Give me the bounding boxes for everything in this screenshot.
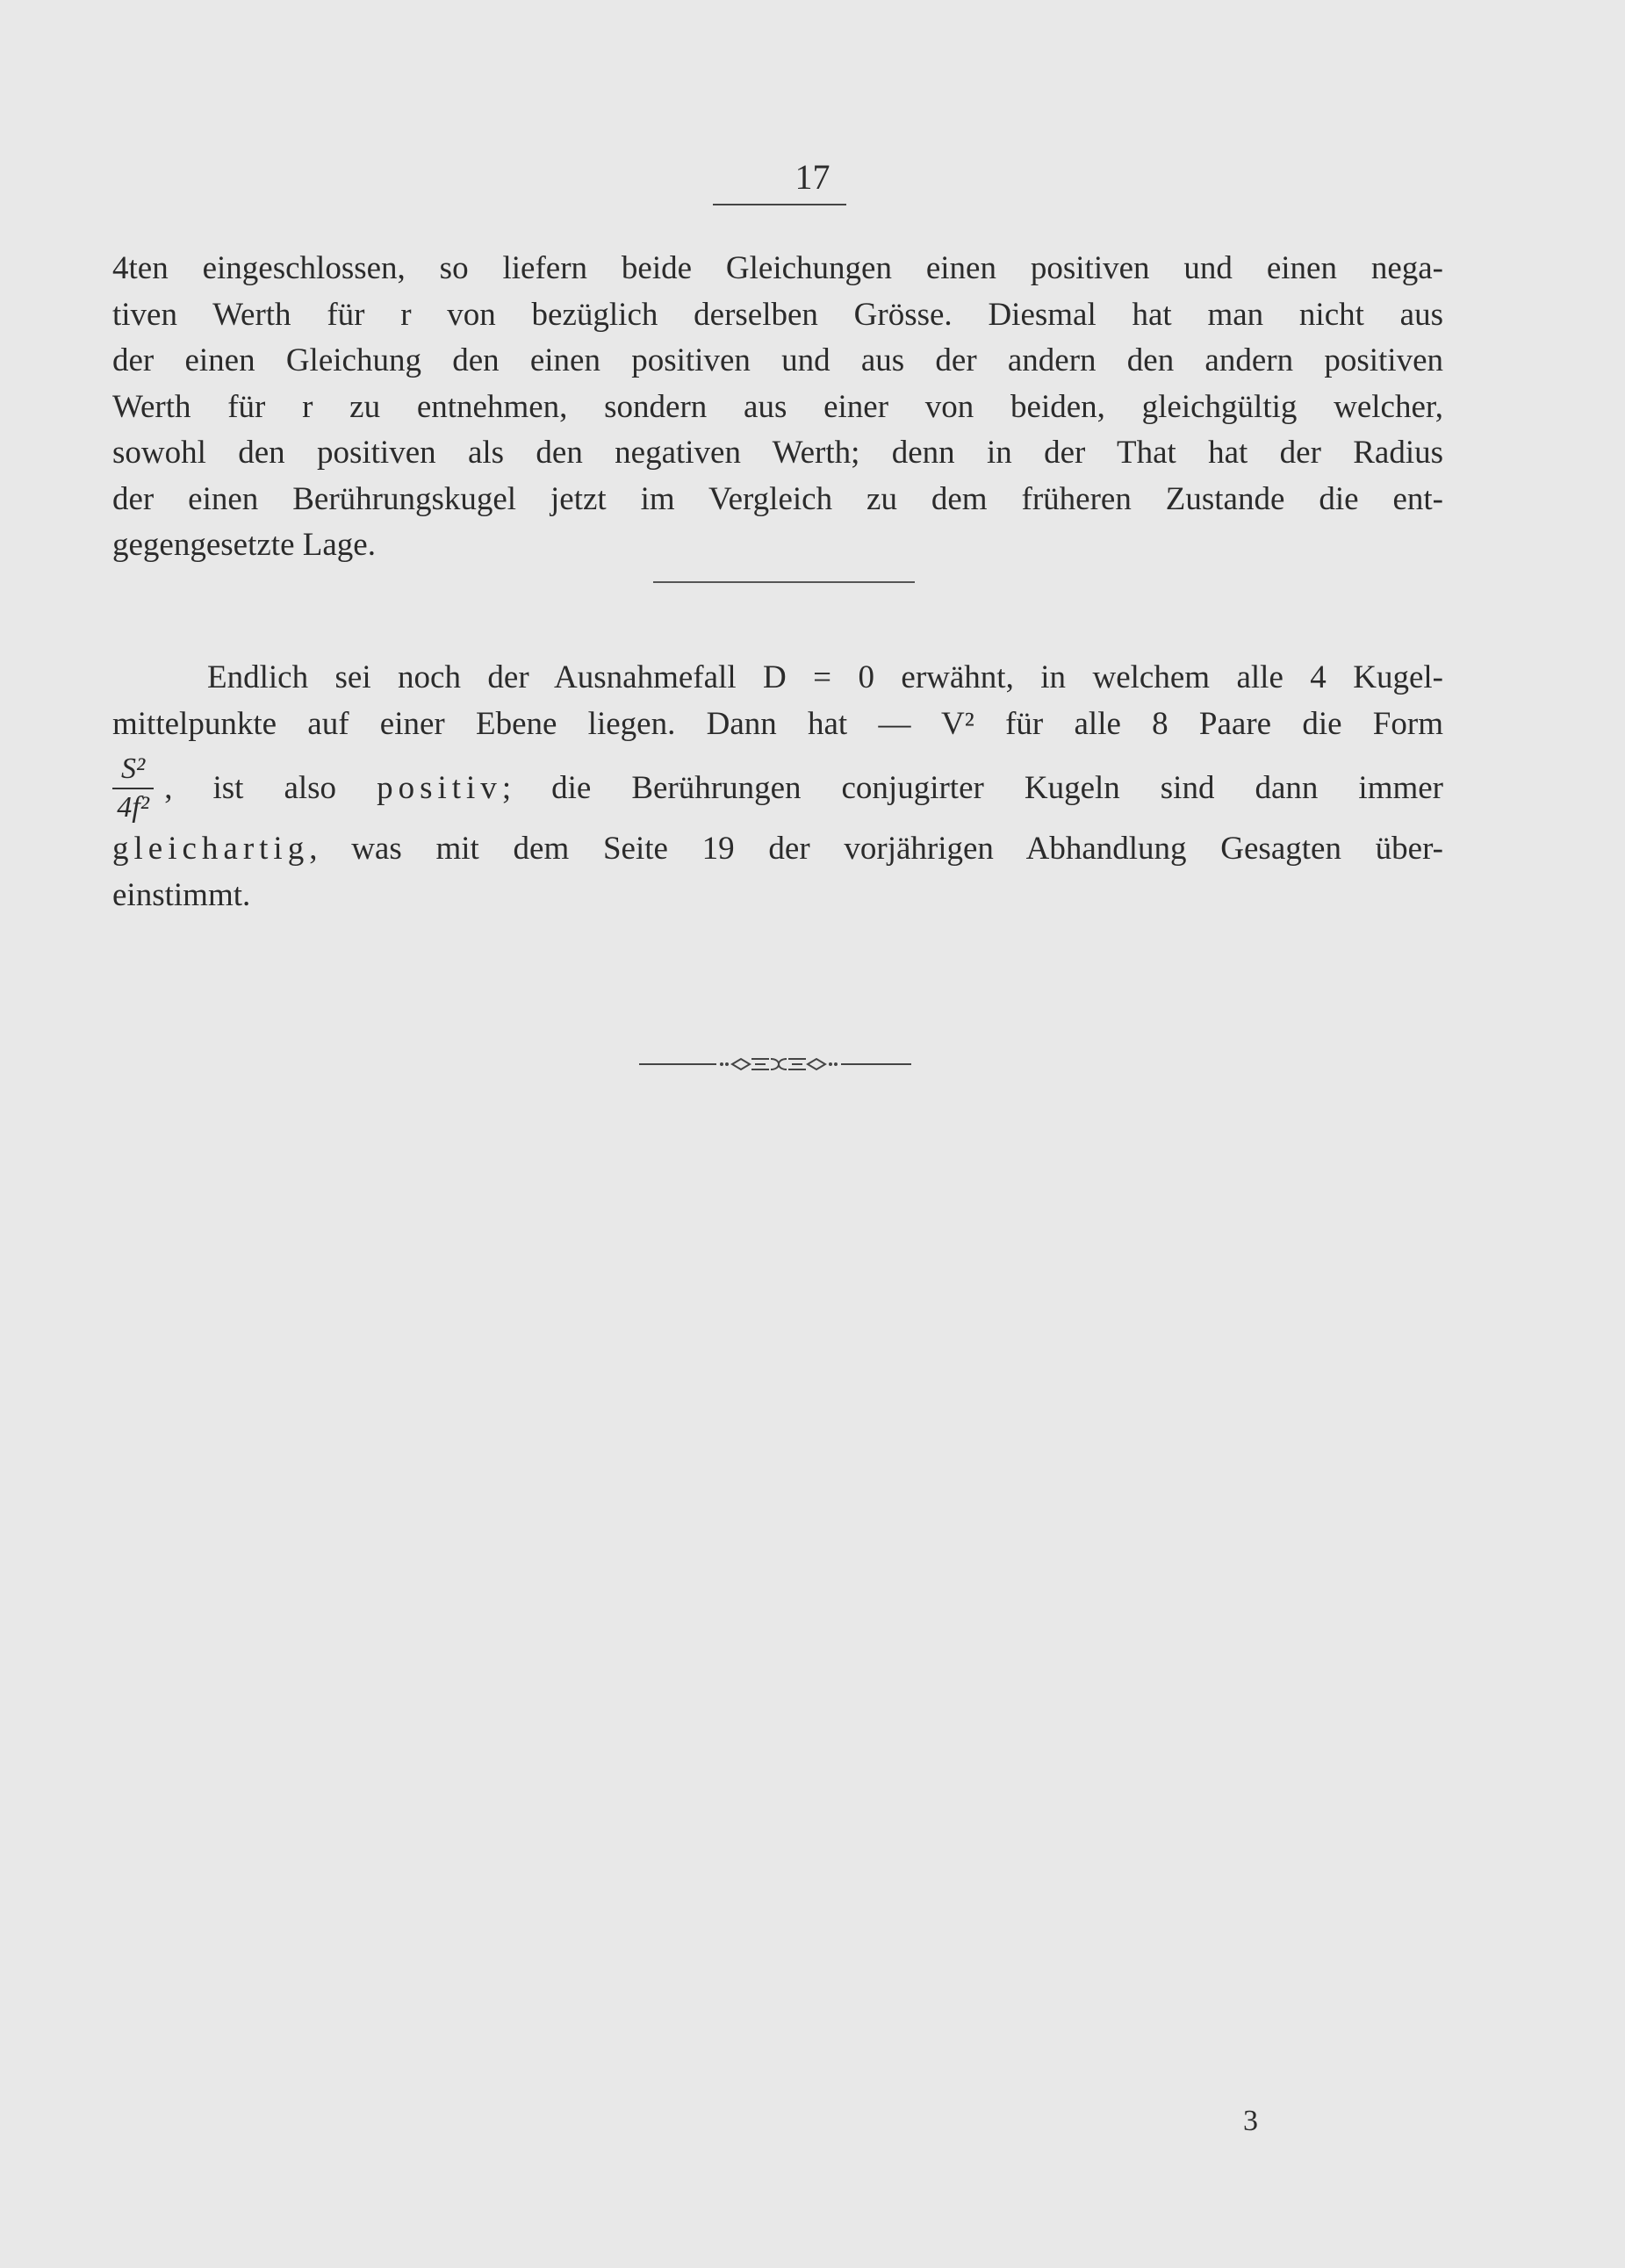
paragraph-2 <box>112 655 1443 918</box>
text-segment: ; die Berührungen conjugirter Kugeln sind dann immer <box>501 769 1443 806</box>
fraction <box>112 752 154 824</box>
text-line: 4ten eingeschlossen, so liefern beide Gleichungen einen positiven und einen nega- <box>112 250 1443 286</box>
text-line: der einen Berührungskugel jetzt im Vergleich zu dem früheren Zustande die ent- <box>112 480 1443 517</box>
text-line <box>112 826 1443 873</box>
fraction-line <box>112 751 1443 826</box>
text-segment: , ist also <box>164 769 337 806</box>
header-rule <box>713 204 846 205</box>
text-line: einstimmt. <box>112 876 251 913</box>
emphasized-word: gleichartig <box>112 831 310 867</box>
text-line: gegengesetzte Lage. <box>112 527 376 563</box>
fraction-numerator: S² <box>112 752 154 789</box>
fraction-denominator: 4f² <box>117 791 149 824</box>
emphasized-word: positiv <box>377 769 502 806</box>
section-separator-rule <box>653 581 915 583</box>
text-line: sowohl den positiven als den negativen Werth; denn in der That hat der Radius <box>112 435 1443 471</box>
text-line: tiven Werth für r von bezüglich derselben Grösse. Diesmal hat man nicht aus <box>112 296 1443 333</box>
text-line: Endlich sei noch der Ausnahmefall D = 0 erwähnt, in welchem alle 4 Kugel- <box>207 659 1443 695</box>
text-line: Werth für r zu entnehmen, sondern aus einer von beiden, gleichgültig welcher, <box>112 388 1443 425</box>
signature-number: 3 <box>1243 2105 1258 2137</box>
ornament-divider <box>639 1054 911 1075</box>
text-line: mittelpunkte auf einer Ebene liegen. Dann hat — V² für alle 8 Paare die Form <box>112 705 1443 742</box>
text-segment: , was mit dem Seite 19 der vorjährigen Abhandlung Gesagten über- <box>309 831 1443 867</box>
page-number: 17 <box>795 157 830 197</box>
text-line: der einen Gleichung den einen positiven und aus der andern den andern positiven <box>112 342 1443 378</box>
fraction-line-text <box>164 766 1443 812</box>
paragraph-1 <box>112 246 1443 569</box>
